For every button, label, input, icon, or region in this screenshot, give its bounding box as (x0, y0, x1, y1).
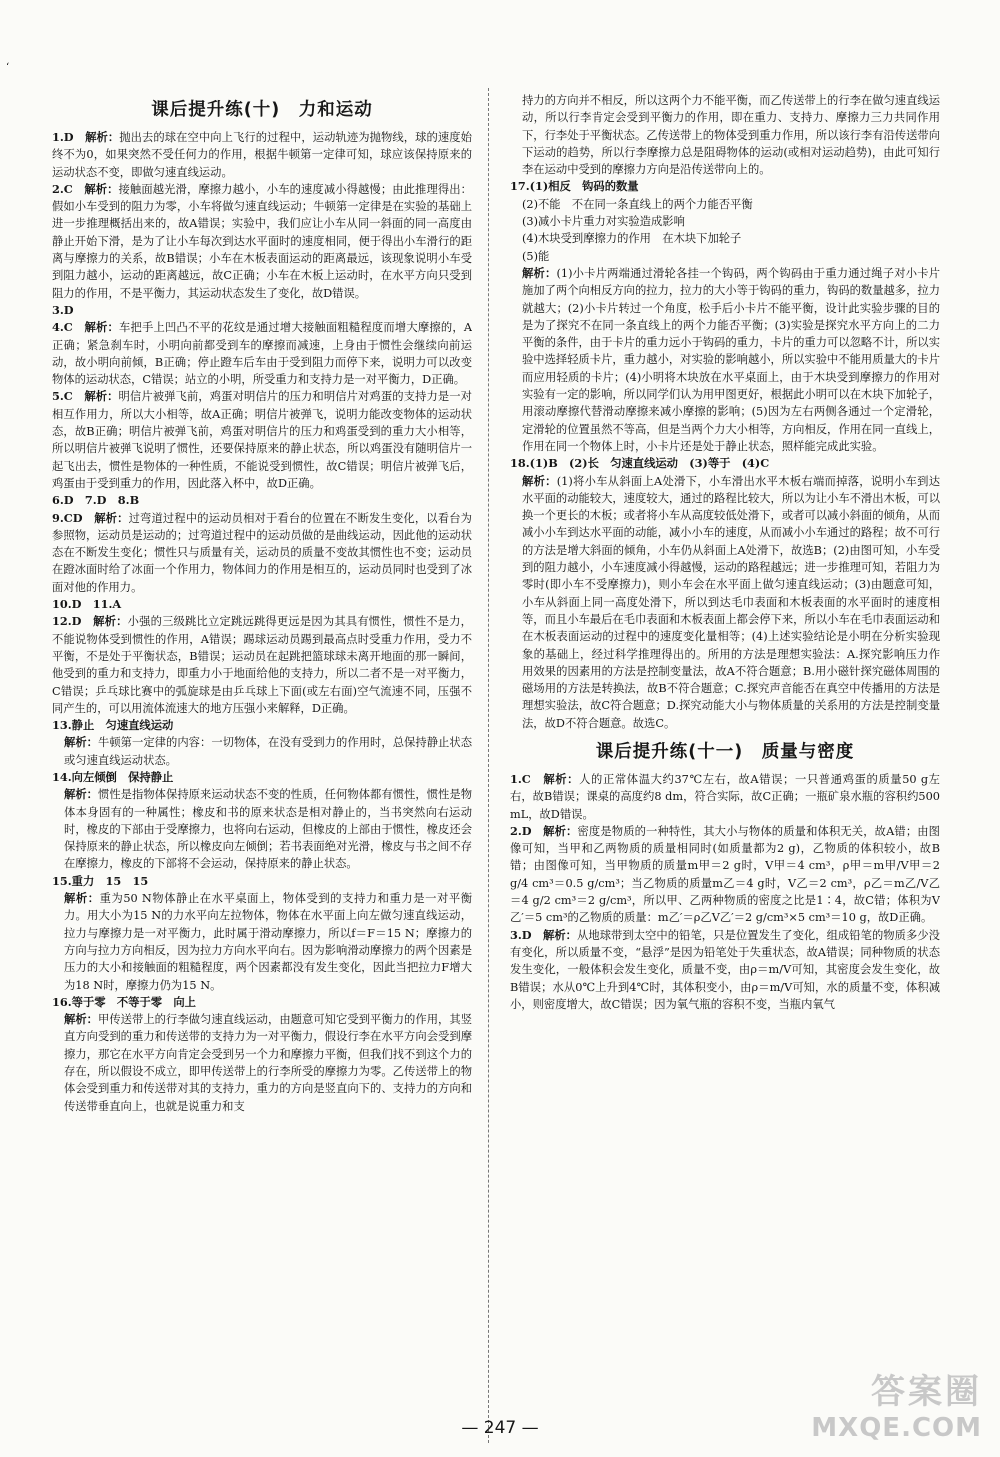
corner-mark: ‘ (6, 62, 10, 73)
answer-text: (5)能 (522, 249, 550, 263)
answer-text: 牛顿第一定律的内容：一切物体，在没有受到力的作用时，总保持静止状态或匀速直线运动状态。 (64, 736, 472, 767)
answer-text: 持力的方向并不相反，所以这两个力不能平衡，而乙传送带上的行李在做匀速直线运动，所以行李肯定会受到平衡力的作用，即在重力、支持力、摩擦力三力共同作用下，行李处于平衡状态。乙传送带上的物体受到重力作用，所以该行李有沿传送带向下运动的趋势，所以行李摩擦力总是阻碍物体的运动(或相对运动趋势)，由此可知行李在运动中受到的摩擦力方向是沿传送带向上的。 (522, 94, 940, 177)
answer-text: (1)将小车从斜面上A处滑下，小车滑出水平木板右端而掉落，说明小车到达水平面的动能较大，速度较大，通过的路程比较大，所以为让小车不滑出木板，可以换一个更长的木板；或者将小车从高度较低处滑下，或者可以减小斜面的倾角，从而减小小车到达水平面的动能，减小小车的速度，从而减小小车通过的路程；故不可行的方法是增大斜面的倾角，小车仍从斜面上A处滑下，故选B；(2)由图可知，小车受到的阻力越小，小车速度减小得越慢，运动的路程越远；进一步推理可知，若阻力为零时(即小车不受摩擦力)，则小车会在水平面上做匀速直线运动；(3)由题意可知，小车从斜面上同一高度处滑下，所以到达毛巾表面和木板表面的水平面时的速度相等，而且小车最后在毛巾表面和木板表面上都会停下来，所以小车在毛巾表面运动和在木板表面运动的过程中的速度变化量相等；(4)上述实验结论是小明在分析实验现象的基础上，经过科学推理得出的。所用的方法是理想实验法：A.探究影响压力作用效果的因素用的方法是控制变量法，故A不符合题意；B.用小磁针探究磁体周围的磁场用的方法是转换法，故B不符合题意；C.探究声音能否在真空中传播用的方法是理想实验法，故C符合题意；D.探究动能大小与物体质量的关系用的方法是控制变量法，故D不符合题意。故选C。 (522, 474, 940, 730)
answer-text: (4)木块受到摩擦力的作用 在木块下加轮子 (522, 232, 742, 246)
analysis-label: 解析： (84, 389, 119, 404)
answer-item (510, 178, 940, 195)
column-divider (488, 88, 489, 1443)
section-title-10: 课后提升练(十) 力和运动 (151, 100, 373, 120)
answer-item (510, 196, 940, 213)
right-answer-list (510, 92, 940, 732)
watermark-logo-text: 答案圈 (871, 1372, 982, 1412)
answer-number: 3.D (52, 302, 74, 317)
answer-text: 明信片被弹飞前，鸡蛋对明信片的压力和明信片对鸡蛋的支持力是一对相互作用力，所以大小相等，故A正确；明信片被弹飞，说明力能改变物体的运动状态，故B正确；明信片被弹飞前，鸡蛋对明信片的压力和鸡蛋受到的重力大小相等，所以明信片被弹飞说明了惯性，还要保持原来的静止状态，所以鸡蛋没有随明信片一起飞出去，惯性是物体的一种性质，不能说受到惯性，故C错误；明信片被弹飞后，鸡蛋由于受到重力的作用，因此落入杯中，故D正确。 (52, 390, 472, 490)
answer-item (52, 388, 472, 492)
analysis-label: 解析： (84, 181, 119, 196)
answer-number: 14.向左倾倒 保持静止 (52, 769, 174, 784)
answer-number: 15.重力 15 15 (52, 873, 149, 888)
answer-text: 惯性是指物体保持原来运动状态不变的性质，任何物体都有惯性，惯性是物体本身固有的一种属性；橡皮和书的原来状态是相对静止的，当书突然向右运动时，橡皮的下部由于受摩擦力，也将向右运动，但橡皮的上部由于惯性，橡皮还会保持原来的静止状态，所以橡皮向左倾倒；若书表面绝对光滑，橡皮与书之间不存在摩擦力，橡皮的下部将不会运动，保持原来的静止状态。 (64, 788, 472, 871)
page-number: — 247 — (461, 1418, 539, 1438)
answer-item (510, 92, 940, 178)
answer-item (52, 613, 472, 717)
answer-item (52, 786, 472, 872)
answer-text: (2)不能 不在同一条直线上的两个力能否平衡 (522, 197, 753, 211)
answer-item (52, 890, 472, 994)
answer-text: 重为50 N物体静止在水平桌面上，物体受到的支持力和重力是一对平衡力。用大小为15 N的力水平向左拉物体，物体在水平面上向左做匀速直线运动，拉力与摩擦力是一对平衡力，此时属于滑动摩擦力，所以f＝F＝15 N；摩擦力的方向与拉力方向相反，因为拉力方向水平向右。因为影响滑动摩擦力的两个因素是压力的大小和接触面的粗糙程度，两个因素都没有发生变化，因此当把拉力F增大为18 N时，摩擦力仍为15 N。 (64, 892, 472, 992)
right-column (510, 92, 940, 1438)
left-answer-list (52, 129, 472, 1115)
answer-item (52, 717, 472, 734)
answer-item (510, 265, 940, 455)
answer-item (52, 302, 472, 319)
answer-item (510, 248, 940, 265)
watermark-url: MXQE.COM (811, 1413, 982, 1443)
answer-number: 2.C (52, 181, 73, 196)
analysis-label: 解析： (64, 735, 99, 750)
answer-number: 1.D (52, 130, 74, 144)
answer-item (510, 230, 940, 247)
answer-number: 9.CD (52, 510, 83, 525)
answer-number: 18.(1)B (2)长 匀速直线运动 (3)等于 (4)C (510, 456, 770, 471)
analysis-label: 解析： (94, 510, 129, 525)
answer-text: 车把手上凹凸不平的花纹是通过增大接触面粗糙程度而增大摩擦的，A正确；紧急刹车时，小明向前都受到车的摩擦而减速，上身由于惯性会继续向前运动，故小明向前倾，B正确；停止蹬车后车由于受到阻力而停下来，说明力可以改变物体的运动状态，C错误；站立的小明，所受重力和支持力是一对平衡力，D正确。 (52, 321, 472, 387)
answer-number: 17.(1)相反 钩码的数量 (510, 179, 639, 194)
answer-number: 3.D (510, 927, 532, 942)
answer-item (52, 492, 472, 509)
answer-number: 4.C (52, 320, 73, 335)
analysis-label: 解析： (543, 823, 578, 838)
answer-text: 过弯道过程中的运动员相对于看台的位置在不断发生变化，以看台为参照物，运动员是运动的；过弯道过程中的运动员做的是曲线运动，因此他的运动状态在不断发生变化；惯性只与质量有关，运动员的质量不变故其惯性也不变；运动员在蹬冰面时给了冰面一个作用力，物体间力的作用是相互的，运动员同时也受到了冰面对他的作用力。 (52, 511, 472, 594)
answer-item (52, 1011, 472, 1115)
answer-item (52, 129, 472, 181)
watermark (811, 1364, 982, 1443)
answer-text: 从地球带到太空中的铅笔，只是位置发生了变化，组成铅笔的物质多少没有变化，所以质量不变，“悬浮”是因为铅笔处于失重状态，故A错误；同种物质的状态发生变化，一般体积会发生变化，质量不变，由ρ＝m/V可知，其密度会发生变化，故B错误；水从0℃上升到4℃时，其体积变小，由ρ＝m/V可知，水的质量不变，体积减小，则密度增大，故C错误；因为氧气瓶的容积不变，当瓶内氧气 (510, 928, 940, 1011)
analysis-label: 解析： (522, 265, 557, 280)
answer-text: (3)减小卡片重力对实验造成影响 (522, 215, 685, 229)
answer-number: 12.D (52, 614, 82, 629)
answer-number: 2.D (510, 823, 532, 838)
answer-text: 人的正常体温大约37℃左右，故A错误；一只普通鸡蛋的质量50 g左右，故B错误；课桌的高度约8 dm，符合实际，故C正确；一瓶矿泉水瓶的容积约500 mL，故D错误。 (510, 772, 940, 821)
right-answer-list-2 (510, 771, 940, 1013)
answer-text: 密度是物质的一种特性，其大小与物体的质量和体积无关，故A错；由图像可知，当甲和乙两物质的质量相同时(如质量都为2 g)，乙物质的体积较小，故B错；由图像可知，当甲物质的质量m甲＝2 g时，V甲＝4 cm³，ρ甲＝m甲/V甲＝2 g/4 cm³＝0.5 g/cm³；当乙物质的质量m乙＝4 g时，V乙＝2 cm³，ρ乙＝m乙/V乙＝4 g/2 cm³＝2 g/cm³，所以甲、乙两种物质的密度之比是1∶4，故C错；体积为V乙′＝5 cm³的乙物质的质量：m乙′＝ρ乙V乙′＝2 g/cm³×5 cm³＝10 g，故D正确。 (510, 824, 940, 925)
answer-item (52, 181, 472, 302)
answer-number: 13.静止 匀速直线运动 (52, 718, 174, 733)
answer-text: 接触面越光滑，摩擦力越小，小车的速度减小得越慢；由此推理得出：假如小车受到的阻力为零，小车将做匀速直线运动；牛顿第一定律是在实验的基础上进一步推理概括出来的，故A错误；实验中，我们应让小车从同一斜面的同一高度由静止开始下滑，是为了让小车每次到达水平面时的速度相同，便于得出小车滑行的距离与摩擦力的关系，故B错误；小车在木板表面运动的距离最远，该现象说明小车受到阻力越小，运动的距离越远，故C正确；小车在木板上运动时，在水平方向只受到阻力的作用，不是平衡力，其运动状态发生了变化，故D错误。 (52, 182, 472, 300)
answer-item (52, 873, 472, 890)
analysis-label: 解析： (64, 787, 99, 802)
answer-item (52, 319, 472, 388)
answer-item (510, 213, 940, 230)
answer-item (510, 771, 940, 823)
answer-number: 6.D 7.D 8.B (52, 493, 140, 508)
answer-text: 甲传送带上的行李做匀速直线运动，由题意可知它受到平衡力的作用，其竖直方向受到的重力和传送带的支持力为一对平衡力，假设行李在水平方向会受到摩擦力，那它在水平方向肯定会受到另一个力和摩擦力平衡，但我们找不到这个力的存在，所以假设不成立，即甲传送带上的行李所受的摩擦力为零。乙传送带上的物体会受到重力和传送带对其的支持力，重力的方向是竖直向下的、支持力的方向和传送带垂直向上，也就是说重力和支 (64, 1013, 472, 1113)
answer-number: 16.等于零 不等于零 向上 (52, 994, 196, 1009)
answer-text: 小强的三级跳比立定跳远跳得更远是因为其具有惯性，惯性不是力，不能说物体受到惯性的作用，A错误；踢球运动员踢到最高点时受重力作用，受力不平衡，不是处于平衡状态，B错误；运动员在起跳把篮球球未离开地面的那一瞬间，他受到的重力和支持力，即重力小于地面给他的支持力，所以二者不是一对平衡力，C错误；乒乓球比赛中的弧旋球是由乒乓球上下面(或左右面)空气流速不同，压强不同产生的，可以用流体流速大的地方压强小来解释，D正确。 (52, 615, 472, 715)
answer-number: 10.D 11.A (52, 597, 122, 612)
analysis-label: 解析： (64, 1012, 99, 1027)
answer-item (52, 510, 472, 596)
analysis-label: 解析： (64, 891, 100, 906)
section-title-11: 课后提升练(十一) 质量与密度 (595, 741, 855, 762)
answer-item (510, 823, 940, 927)
answer-item (510, 473, 940, 732)
answer-item (510, 455, 940, 472)
answer-item (52, 994, 472, 1011)
answer-item (52, 734, 472, 769)
answer-text: (1)小卡片两端通过滑轮各挂一个钩码，两个钩码由于重力通过绳子对小卡片施加了两个向相反方向的拉力，拉力的大小等于钩码的重力，钩码的数量越多，拉力就越大；(2)小卡片转过一个角度，松手后小卡片不能平衡，设计此实验步骤的目的是为了探究不在同一条直线上的两个力能否平衡；(3)实验是探究水平方向上的二力平衡的条件，由于卡片的重力远小于钩码的重力，卡片的重力可以忽略不计，所以实验中选择轻质卡片，重力越小，对实验的影响越小，所以实验中不能用质量大的卡片而应用轻质的卡片；(4)小明将木块放在水平桌面上，由于木块受到摩擦力的作用对实验有一定的影响，所以同学们认为用甲图更好，根据此小明可以在木块下加轮子，用滚动摩擦代替滑动摩擦来减小摩擦的影响；(5)因为左右两侧各通过一个定滑轮，定滑轮的位置虽然不等高，但是当两个力大小相等，方向相反，作用在同一直线上，作用在同一个物体上时，小卡片还是处于静止状态，照样能完成此实验。 (522, 266, 940, 453)
answer-number: 1.C (510, 771, 531, 786)
analysis-label: 解析： (84, 320, 119, 335)
analysis-label: 解析： (543, 771, 580, 786)
answer-number: 5.C (52, 389, 73, 404)
left-column (52, 92, 472, 1438)
analysis-label: 解析： (85, 130, 120, 144)
answer-item (52, 769, 472, 786)
analysis-label: 解析： (542, 927, 578, 942)
answer-item (510, 927, 940, 1013)
answer-item (52, 596, 472, 613)
answer-text: 抛出去的球在空中向上飞行的过程中，运动轨迹为抛物线，球的速度始终不为0，如果突然不受任何力的作用，根据牛顿第一定律可知，球应该保持原来的运动状态不变，即做匀速直线运动。 (52, 131, 472, 179)
analysis-label: 解析： (522, 473, 557, 488)
analysis-label: 解析： (93, 614, 128, 629)
